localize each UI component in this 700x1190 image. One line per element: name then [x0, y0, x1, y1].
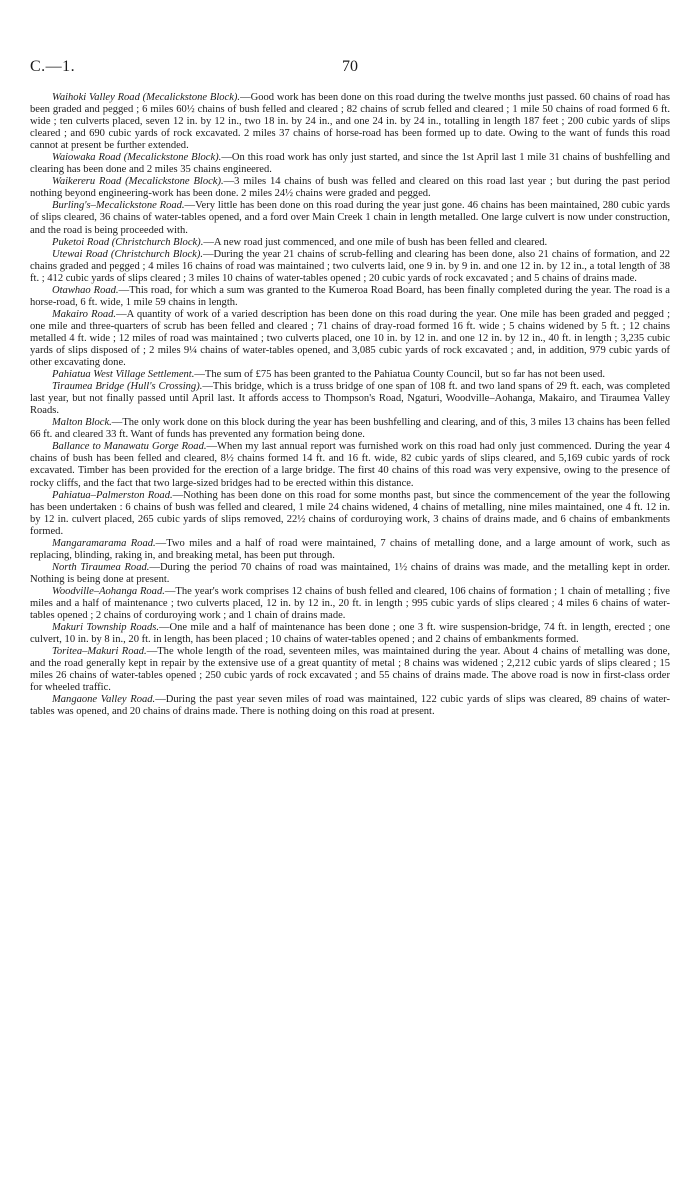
road-title: Waikereru Road (Mecalickstone Block). — [52, 176, 224, 188]
road-title: Mangaone Valley Road. — [52, 694, 156, 706]
paragraph-otawhao-road — [30, 285, 670, 309]
paragraph-text: —During the period 70 chains of road was maintained, 1½ chains of drains was made, and the metalling kept in order. Nothing is being done at present. — [30, 561, 670, 585]
paragraph-mangaone-valley-road — [30, 694, 670, 718]
paragraph-waiowaka-road — [30, 152, 670, 176]
paragraph-text: —This road, for which a sum was granted to the Kumeroa Road Board, has been finally completed during the year. The road is a horse-road, 6 ft. wide, 1 mile 59 chains in length. — [30, 284, 670, 308]
paragraph-text: —Good work has been done on this road during the twelve months just passed. 60 chains of road has been graded and pegged ; 6 miles 60½ chains of bush felled and cleared ; 82 chains of scrub felled and cleared ; 1 mile 50 chains of road formed 6 ft. wide ; ten culverts placed, seven 12 in. by 12 in., two 18 in. by 24 in., and one 24 in. by 24 in., totalling in length 187 feet ; 200 cubic yards of slips cleared ; and 690 cubic yards of rock excavated. 2 miles 37 chains of horse-road has been formed up to date. Owing to the want of funds this road cannot at present be further extended. — [30, 92, 670, 152]
paragraph-text: —On this road work has only just started, and since the 1st April last 1 mile 31 chains of bushfelling and clearing has been done and 2 miles 35 chains engineered. — [30, 152, 670, 176]
paragraph-malton-block — [30, 417, 670, 441]
paragraph-text: —3 miles 14 chains of bush was felled and cleared on this road last year ; but during the past period nothing beyond engineering-work has been done. 2 miles 24½ chains were graded and pegged. — [30, 176, 670, 200]
paragraph-text: —During the year 21 chains of scrub-felling and clearing has been done, also 21 chains of formation, and 22 chains graded and pegged ; 4 miles 16 chains of road was maintained ; two culverts laid, one 9 in. by 9 in. and one 12 in. by 12 in., a total length of 38 ft. ; 412 cubic yards of slips cleared ; 3 miles 10 chains of water-tables opened ; 20 cubic yards of rock excavated ; and 5 chains of drains made. — [30, 248, 670, 284]
road-title: Pahiatua West Village Settlement. — [52, 369, 195, 381]
paragraph-ballance-manawatu-gorge-road — [30, 441, 670, 489]
paragraph-toritea-makuri-road — [30, 646, 670, 694]
road-title: North Tiraumea Road. — [52, 561, 150, 573]
page-header — [30, 58, 670, 82]
document-reference: C.—1. — [30, 58, 76, 75]
paragraph-makuri-township-roads — [30, 622, 670, 646]
paragraph-text: —Very little has been done on this road during the year just gone. 46 chains has been maintained, 280 cubic yards of slips cleared, 36 chains of water-tables opened, and a ford over Main Creek 1 chain in length metalled. One large culvert is now under construction, and the road is being proceeded with. — [30, 200, 670, 236]
road-title: Ballance to Manawatu Gorge Road. — [52, 441, 207, 453]
paragraph-north-tiraumea-road — [30, 562, 670, 586]
paragraph-waikereru-road — [30, 176, 670, 200]
paragraph-text: —The sum of £75 has been granted to the Pahiatua County Council, but so far has not been used. — [194, 369, 606, 381]
paragraph-mangaramarama-road — [30, 538, 670, 562]
paragraph-text: —This bridge, which is a truss bridge of one span of 108 ft. and two land spans of 29 ft. each, was completed last year, but not finally passed until April last. It affords access to Thompson's Road, Ngaturi, Woodville–Aohanga, Makairo, and Tiraumea Valley Roads. — [30, 381, 670, 417]
road-title: Utewai Road (Christchurch Block). — [52, 248, 203, 260]
paragraph-text: —A quantity of work of a varied description has been done on this road during the year. One mile has been graded and pegged ; one mile and three-quarters of scrub has been felled and cleared ; 71 chains of dray-road formed 16 ft. wide ; 5 chains widened by 5 ft. ; 12 chains metalled 4 ft. wide ; 12 miles of road was maintained ; two culverts placed, one 10 in. by 12 in. and one 12 in. by 12 in., 40 ft. in length ; 3,235 cubic yards of slips disposed of ; 2 miles 9¼ chains of water-tables opened, and 3,085 cubic yards of rock excavated ; and, in addition, 979 cubic yards of other excavating done. — [30, 308, 670, 369]
road-title: Otawhao Road. — [52, 284, 119, 296]
road-title: Woodville–Aohanga Road. — [52, 585, 165, 597]
road-title: Waihoki Valley Road (Mecalickstone Block). — [52, 92, 241, 103]
road-title: Tiraumea Bridge (Hull's Crossing). — [52, 381, 203, 393]
road-title: Makairo Road. — [52, 308, 117, 320]
road-title: Malton Block. — [52, 417, 112, 429]
paragraph-text: —The only work done on this block during the year has been bushfelling and clearing, and of this, 3 miles 13 chains has been felled 66 ft. and cleared 33 ft. Want of funds has prevented any formation being done. — [30, 417, 671, 441]
paragraph-text: —Nothing has been done on this road for some months past, but since the commencement of the year the following has been undertaken : 6 chains of bush was felled and cleared, 1 mile 24 chains widened, 4 chains of metalling, nine miles maintained, one 4 ft. 12 in. by 12 in. culvert placed, 265 cubic yards of slips removed, 22½ chains of corduroying work, 3 chains of drains made, and 6 chains of embankments formed. — [30, 489, 670, 537]
road-title: Waiowaka Road (Mecalickstone Block). — [52, 152, 222, 164]
paragraph-pahiatua-palmerston-road — [30, 490, 670, 538]
road-title: Pahiatua–Palmerston Road. — [52, 489, 173, 501]
paragraph-woodville-aohanga-road — [30, 586, 670, 622]
paragraph-text: —When my last annual report was furnished work on this road had only just commenced. During the year 4 chains of bush has been felled and cleared, 8½ chains formed 14 ft. and 16 ft. wide, 82 cubic yards of slips cleared, and 5,169 cubic yards of rock excavated. Timber has been provided for the erection of a large bridge. The first 40 chains of this road was very expensive, owing to the presence of rocky cliffs, and the fact that two large-sized bridges had to be erected within this distance. — [30, 441, 671, 489]
paragraph-text: —During the past year seven miles of road was maintained, 122 cubic yards of slips was cleared, 89 chains of water-tables was opened, and 20 chains of drains made. There is nothing doing on this road at present. — [30, 694, 670, 718]
paragraph-text: —The whole length of the road, seventeen miles, was maintained during the year. About 4 chains of metalling was done, and the road generally kept in repair by the extensive use of a great quantity of metal ; 8 chains was widened ; 2,212 cubic yards of slips cleared ; 15 miles 26 chains of water-tables opened ; 250 cubic yards of rock excavated ; and 55 chains of drains made. The above road is now in first-class order for wheeled traffic. — [30, 646, 670, 694]
paragraph-text: —The year's work comprises 12 chains of bush felled and cleared, 106 chains of formation ; 1 chain of metalling ; five miles and a half of maintenance ; two culverts placed, 12 in. by 12 in., 20 ft. in length ; 995 cubic yards of slips cleared ; 4 miles 6 chains of water-tables opened ; 2 chains of corduroying work ; and 1 chain of drains made. — [30, 585, 670, 622]
road-title: Mangaramarama Road. — [52, 537, 156, 549]
road-title: Puketoi Road (Christchurch Block). — [52, 236, 204, 248]
paragraph-tiraumea-bridge — [30, 381, 670, 417]
road-title: Makuri Township Roads. — [52, 622, 159, 634]
paragraph-utewai-road — [30, 249, 670, 285]
report-body — [30, 92, 670, 718]
paragraph-pahiatua-west-village — [30, 369, 670, 381]
paragraph-waihoki-valley-road — [30, 92, 670, 152]
paragraph-makairo-road — [30, 309, 670, 369]
page-number: 70 — [342, 58, 358, 75]
paragraph-text: —A new road just commenced, and one mile of bush has been felled and cleared. — [203, 236, 548, 248]
road-title: Burling's–Mecalickstone Road. — [52, 200, 185, 212]
paragraph-puketoi-road — [30, 237, 670, 249]
paragraph-burlings-mecalickstone-road — [30, 200, 670, 236]
paragraph-text: —One mile and a half of maintenance has been done ; one 3 ft. wire suspension-bridge, 74 ft. in length, erected ; one culvert, 10 in. by 8 in., 20 ft. in length, has been placed ; 10 chains of water-tables opened ; and 2 chains of embankments formed. — [30, 622, 671, 646]
paragraph-text: —Two miles and a half of road were maintained, 7 chains of metalling done, and a large amount of work, such as replacing, blinding, raking in, and breaking metal, has been put through. — [30, 537, 671, 561]
road-title: Toritea–Makuri Road. — [52, 646, 147, 658]
